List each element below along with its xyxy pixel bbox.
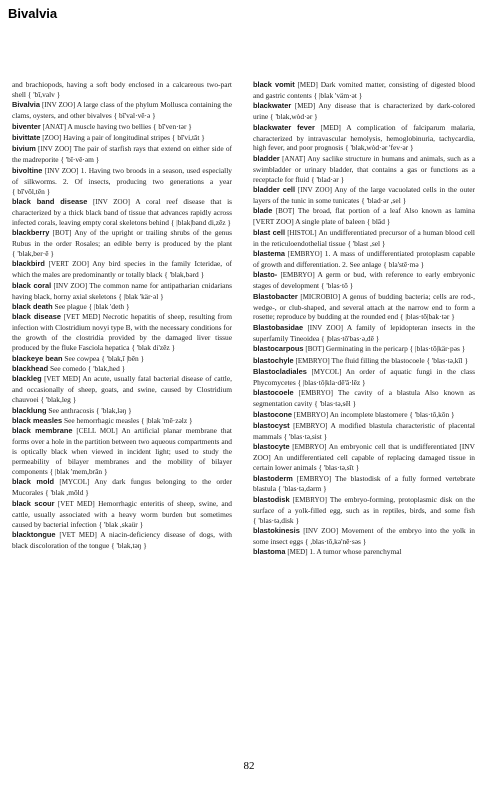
entry-definition: Necrotic hepatitis of sheep, resulting from infection with Clostridium novyi type B, with the necessary conditions for the growth of the clostridia provided by the damaged liver tissue produced by the fluke Fasciola hepatica	[12, 312, 232, 353]
entry-pronunciation: { 'blast ,sel }	[347, 238, 386, 248]
entry-definition: An acute, usually fatal bacterial disease of cattle, and occasionally of sheep, goats, and swine, caused by Clostridium chauvoei	[12, 374, 232, 405]
dictionary-entry	[253, 526, 475, 547]
entry-definition: Any of the upright or trailing shrubs of the genus Rubus in the order Rosales; an edible berry is produced by the plant	[12, 228, 232, 249]
entry-headword: Bivalvia	[12, 100, 40, 110]
entry-definition: Any disease that is characterized by dark-colored urine	[253, 101, 475, 122]
dictionary-entry	[12, 374, 232, 405]
entry-pronunciation: { |blak|band di,zēz }	[170, 217, 231, 227]
dictionary-entry	[253, 388, 475, 409]
entry-headword: black death	[12, 302, 53, 312]
entry-definition: A large class of the phylum Mollusca containing the clams, oysters, and other bivalves	[12, 100, 232, 121]
entry-pronunciation: { 'bī,valv }	[27, 89, 61, 99]
entry-field-label: [ANAT]	[282, 154, 306, 163]
entry-pronunciation: { 'blak,ləŋ }	[96, 405, 132, 415]
entry-definition: The pair of starfish rays that extend on either side of the madreporite	[12, 144, 232, 165]
dictionary-entry	[253, 495, 475, 526]
entry-field-label: [EMBRYO]	[292, 443, 327, 452]
dictionary-entry	[253, 228, 475, 249]
entry-headword: black coral	[12, 280, 52, 290]
entry-definition: An embryonic cell that is undifferentiated [INV ZOO] An undifferentiated cell capable of replacing damaged tissue in certain lower animals	[253, 442, 475, 473]
entry-pronunciation: { |blak 'mem,brān }	[49, 467, 108, 477]
dictionary-entry	[253, 185, 475, 206]
entry-field-label: [ANAT]	[42, 122, 66, 131]
entry-definition: A germ or bud, with reference to early embryonic stages of development	[253, 270, 475, 291]
entry-headword: blade	[253, 206, 273, 216]
entry-headword: blastodisk	[253, 494, 290, 504]
entry-field-label: [MED]	[297, 81, 318, 89]
entry-headword: blastoma	[253, 547, 286, 557]
entry-field-label: [CELL MOL]	[76, 427, 118, 436]
entry-definition: Any bird species in the family Icteridae, of which the males are predominantly or totally black	[12, 259, 232, 280]
entry-field-label: [BOT]	[305, 345, 325, 354]
entry-pronunciation: { 'blak,wòd·ər }	[270, 112, 318, 122]
dictionary-entry	[253, 547, 475, 558]
entry-pronunciation: { bī'ven·tər }	[153, 121, 192, 131]
dictionary-entry	[12, 364, 232, 374]
entry-definition: A complication of falciparum malaria, characterized by intravascular hemolysis, hemoglobinuria, tachycardia, high fever, and poor prognosis	[253, 122, 475, 153]
entry-pronunciation: { 'blad·ər ,sel }	[361, 195, 407, 205]
entry-definition: Any dark fungus belonging to the order Mucorales	[12, 477, 232, 498]
entry-definition: 1. A mass of undifferentiated protoplasm capable of growth and differentiation. 2. See anlage	[253, 249, 475, 269]
dictionary-entry	[12, 197, 232, 228]
entry-headword: Blastocladiales	[253, 366, 307, 376]
entry-field-label: [VET MED]	[57, 499, 95, 508]
dictionary-entry	[12, 281, 232, 302]
entry-field-label: [EMBRYO]	[296, 474, 332, 483]
entry-definition: An incomplete blastomere	[329, 409, 408, 419]
entry-pronunciation: { ,blas·tō,kə'nē·səs }	[304, 536, 367, 546]
right-column	[253, 80, 475, 559]
entry-field-label: [MICROBIO]	[300, 292, 341, 301]
dictionary-entry	[12, 406, 232, 416]
entry-pronunciation: { 'blak,təŋ }	[111, 540, 147, 550]
entry-pronunciation: { 'blas·tō }	[320, 281, 354, 291]
entry-field-label: [INV ZOO]	[307, 323, 344, 332]
entry-definition: Dark vomited matter, consisting of digested blood and gastric contents	[253, 80, 475, 100]
entry-field-label: [EMBRYO]	[293, 422, 328, 430]
entry-headword: biventer	[12, 121, 41, 131]
entry-pronunciation: { 'blas·tō,kōn }	[409, 409, 455, 419]
dictionary-entry	[253, 154, 475, 185]
entry-pronunciation: { bī'val·vē·ə }	[113, 111, 156, 121]
entry-headword: black disease	[12, 312, 61, 322]
dictionary-entry	[12, 426, 232, 477]
entry-pronunciation: { 'blak,ī |bēn }	[101, 353, 145, 363]
entry-headword: Blastobasidae	[253, 322, 304, 332]
entry-field-label: [INV ZOO]	[303, 527, 339, 536]
dictionary-entry	[253, 442, 475, 473]
entry-headword: blackberry	[12, 228, 50, 238]
entry-pronunciation: { 'blak,hed }	[87, 363, 126, 373]
entry-field-label: [MED]	[320, 123, 341, 132]
entry-definition: 1. Having two broods in a season, used especially of silkworms. 2. Of insects, producing two generations a year	[12, 165, 232, 186]
entry-definition: A coral reef disease that is characterized by a thick black band of tissue that advances rapidly across infected corals, leaving empty coral skeletons behind	[12, 196, 232, 227]
dictionary-entry	[12, 100, 232, 121]
dictionary-entry	[12, 80, 232, 100]
entry-pronunciation: { 'blas·tə,sīt }	[318, 463, 360, 473]
entry-definition: An order of aquatic fungi in the class Phycomycetes	[253, 366, 475, 387]
entry-headword: blastocarpous	[253, 344, 304, 354]
entry-field-label: [EMBRYO]	[292, 495, 327, 504]
entry-pronunciation: { bī'vōl,tēn }	[12, 186, 51, 196]
entry-headword: blacktongue	[12, 529, 56, 539]
dictionary-entry	[12, 302, 232, 312]
entry-headword: blastoderm	[253, 473, 293, 483]
entry-definition: A modified blastula characteristic of placental mammals	[253, 421, 475, 441]
dictionary-entry	[12, 499, 232, 530]
entry-field-label: [EMBRYO]	[287, 250, 323, 258]
entry-field-label: [EMBRYO]	[280, 271, 315, 280]
entry-headword: blackwater fever	[253, 122, 315, 132]
entry-headword: blacklung	[12, 405, 47, 415]
entry-field-label: [EMBRYO]	[293, 410, 329, 419]
entry-headword: black mold	[12, 477, 55, 487]
entry-definition: See anthracosis	[48, 405, 95, 415]
entry-definition: Hemorrhagic enteritis of sheep, swine, and cattle, usually associated with a heavy worm burden but sometimes caused by bacterial infection	[12, 498, 232, 529]
entry-field-label: [EMBRYO]	[298, 389, 333, 398]
entry-field-label: [MED]	[294, 102, 316, 111]
entry-pronunciation: { bī'vi,tāt }	[171, 133, 205, 143]
entry-headword: bivoltine	[12, 165, 43, 175]
entry-pronunciation: { 'blas·tə,dərm }	[277, 484, 327, 494]
entry-definition: A genus of budding bacteria; cells are rod-, wedge-, or club-shaped, and several attach at the narrow end to form a rosette; reproduce by budding at the rounded end	[253, 291, 475, 322]
dictionary-entry	[12, 144, 232, 165]
entry-field-label: [HISTOL]	[287, 228, 317, 237]
running-head: Bivalvia	[8, 6, 58, 21]
entry-pronunciation: { 'blas·tə,sēl }	[314, 399, 357, 409]
entry-headword: blastocone	[253, 409, 293, 419]
entry-field-label: [EMBRYO]	[295, 356, 330, 365]
entry-headword: bivittate	[12, 133, 41, 143]
entry-headword: black membrane	[12, 426, 73, 436]
entry-definition: Movement of the embryo into the yolk in some insect eggs	[253, 526, 475, 546]
entry-field-label: [MED]	[287, 548, 308, 557]
dictionary-entry	[253, 80, 475, 101]
dictionary-entry	[12, 166, 232, 197]
dictionary-entry	[12, 530, 232, 551]
dictionary-entry	[253, 323, 475, 344]
entry-definition: An artificial planar membrane that forms over a hole in the partition between two aqueous compartments and is optically black when viewed in incident light; used to study the permeability of bilayer membranes and the mobility of bilayer components	[12, 426, 232, 477]
entry-headword: blast cell	[253, 227, 285, 237]
dictionary-entry	[253, 249, 475, 270]
entry-pronunciation: { |blak 'mē·zəlz }	[140, 416, 193, 425]
entry-definition: See comedo	[50, 363, 86, 373]
entry-field-label: [VERT ZOO]	[48, 260, 89, 269]
entry-definition: The broad, flat portion of a leaf Also known as lamina [VERT ZOO] A single plate of baleen	[253, 206, 475, 227]
entry-pronunciation: { 'blak,ber·ē }	[12, 249, 54, 258]
entry-pronunciation: { 'blak,wòd·ər 'fev·ər }	[345, 143, 414, 153]
left-column	[12, 80, 232, 551]
entry-headword: Blastobacter	[253, 291, 298, 301]
entry-headword: blackhead	[12, 363, 49, 373]
entry-pronunciation: { |blak 'väm·ət }	[313, 90, 363, 100]
dictionary-entry	[12, 312, 232, 353]
entry-definition: Any saclike structure in humans and animals, such as a swimbladder or urinary bladder, that contains a gas or functions as a receptacle for fluid	[253, 153, 475, 184]
entry-pronunciation: { |blas·tō|kla·dē'ā·lēz }	[297, 377, 366, 387]
entry-pronunciation: { 'blak di'zēz }	[131, 343, 176, 353]
dictionary-entry	[12, 228, 232, 259]
entry-field-label: [INV ZOO]	[38, 145, 72, 154]
entry-field-label: [INV ZOO]	[44, 166, 79, 175]
entry-pronunciation: { 'blak,leg }	[40, 395, 77, 405]
page-number: 82	[243, 760, 255, 772]
entry-pronunciation: { 'bī·vē·əm }	[60, 155, 100, 165]
entry-field-label: [INV ZOO]	[297, 186, 332, 195]
dictionary-entry	[12, 416, 232, 426]
dictionary-entry	[253, 410, 475, 421]
dictionary-entry	[12, 259, 232, 280]
entry-field-label: [ZOO]	[42, 134, 62, 143]
dictionary-entry	[253, 421, 475, 442]
entry-field-label: [VET MED]	[44, 375, 81, 384]
entry-pronunciation: { 'blak,bərd }	[164, 270, 205, 280]
entry-definition: An undifferentiated precursor of a human blood cell in the reticuloendothelial tissue	[253, 227, 475, 248]
dictionary-entry	[253, 356, 475, 367]
entry-headword: blastokinesis	[253, 526, 300, 536]
dictionary-entry	[253, 206, 475, 227]
entry-field-label: [INV ZOO]	[93, 197, 130, 206]
entry-headword: black vomit	[253, 80, 295, 89]
entry-headword: black scour	[12, 498, 55, 508]
entry-headword: bladder	[253, 153, 280, 163]
entry-definition: Having a pair of longitudinal stripes	[63, 133, 171, 143]
entry-pronunciation: { |blas·tō|kär·pəs }	[409, 344, 466, 354]
entry-headword: blastocoele	[253, 388, 294, 398]
entry-pronunciation: { 'blak ,skaür }	[98, 519, 144, 529]
entry-pronunciation: { |blak 'kär·əl }	[118, 291, 164, 301]
entry-headword: blackwater	[253, 101, 292, 111]
entry-pronunciation: { |blak 'deth }	[88, 302, 130, 312]
entry-headword: blastocyst	[253, 421, 290, 430]
entry-headword: blastocyte	[253, 442, 290, 452]
entry-field-label: [BOT]	[275, 207, 295, 216]
entry-headword: blasto-	[253, 270, 278, 280]
entry-definition: See hemorrhagic measles	[64, 416, 140, 425]
entry-pronunciation: { |blas·tō|bak·tər }	[399, 312, 455, 322]
dictionary-entry	[12, 354, 232, 364]
entry-headword: blackleg	[12, 374, 42, 384]
entry-headword: blastochyle	[253, 355, 294, 365]
entry-definition: The blastodisk of a fully formed vertebrate blastula	[253, 473, 475, 494]
entry-definition: The common name for antipatharian cnidarians having black, horny axial skeletons	[12, 280, 232, 301]
entry-definition: and brachiopods, having a soft body enclosed in a calcareous two-part shell	[12, 80, 232, 99]
entry-field-label: [INV ZOO]	[53, 281, 88, 290]
entry-field-label: [MYCOL]	[59, 478, 90, 487]
entry-headword: blackbird	[12, 259, 45, 269]
entry-definition: A family of lepidopteran insects in the superfamily Tineoidea	[253, 322, 475, 343]
dictionary-entry	[253, 270, 475, 291]
entry-pronunciation: { 'blak ,mōld }	[45, 488, 89, 498]
entry-field-label: [VET MED]	[59, 530, 97, 539]
entry-definition: Any of the large vacuolated cells in the outer layers of the tunic in some tunicates	[253, 185, 475, 205]
entry-field-label: [VET MED]	[63, 313, 101, 322]
dictionary-entry	[253, 367, 475, 388]
entry-definition: The cavity of a blastula Also known as segmentation cavity	[253, 388, 475, 409]
dictionary-entry	[253, 123, 475, 154]
entry-field-label: [INV ZOO]	[41, 101, 76, 110]
entry-headword: bladder cell	[253, 185, 296, 195]
dictionary-entry	[253, 101, 475, 122]
entry-field-label: [MYCOL]	[311, 367, 342, 376]
dictionary-entry	[12, 133, 232, 144]
entry-pronunciation: { 'blas·tə,disk }	[253, 515, 299, 525]
entry-definition: A niacin-deficiency disease of dogs, with black discoloration of the tongue	[12, 529, 232, 550]
entry-definition: Germinating in the pericarp	[325, 344, 408, 354]
entry-pronunciation: { 'blad·ər }	[311, 174, 345, 184]
dictionary-entry	[12, 477, 232, 498]
entry-definition: 1. A tumor whose parenchymal	[309, 547, 402, 557]
entry-headword: black band disease	[12, 196, 88, 206]
entry-headword: blastema	[253, 249, 286, 258]
dictionary-entry	[253, 474, 475, 495]
entry-definition: See cowpea	[64, 353, 100, 363]
entry-pronunciation: { bla'stē·mə }	[383, 259, 425, 269]
dictionary-entry	[12, 122, 232, 133]
entry-pronunciation: { blād }	[366, 217, 391, 227]
dictionary-entry	[253, 344, 475, 355]
entry-headword: black measles	[12, 416, 63, 425]
entry-headword: blackeye bean	[12, 353, 63, 363]
entry-pronunciation: { |blas·tō'bas·ə,dē }	[321, 333, 380, 343]
entry-definition: See plague	[54, 302, 87, 312]
entry-pronunciation: { 'blas·tə,kīl }	[426, 355, 469, 365]
entry-definition: The embryo-forming, protoplasmic disk on the surface of a yolk-filled egg, such as in reptiles, birds, and some fish	[253, 494, 475, 515]
entry-pronunciation: { 'blas·tə,sist }	[283, 431, 328, 441]
entry-field-label: [BOT]	[52, 229, 72, 238]
entry-definition: A muscle having two bellies	[67, 121, 152, 131]
page-header	[0, 0, 498, 26]
entry-headword: bivium	[12, 144, 36, 154]
dictionary-entry	[253, 292, 475, 323]
entry-definition: The fluid filling the blastocoele	[331, 355, 425, 365]
